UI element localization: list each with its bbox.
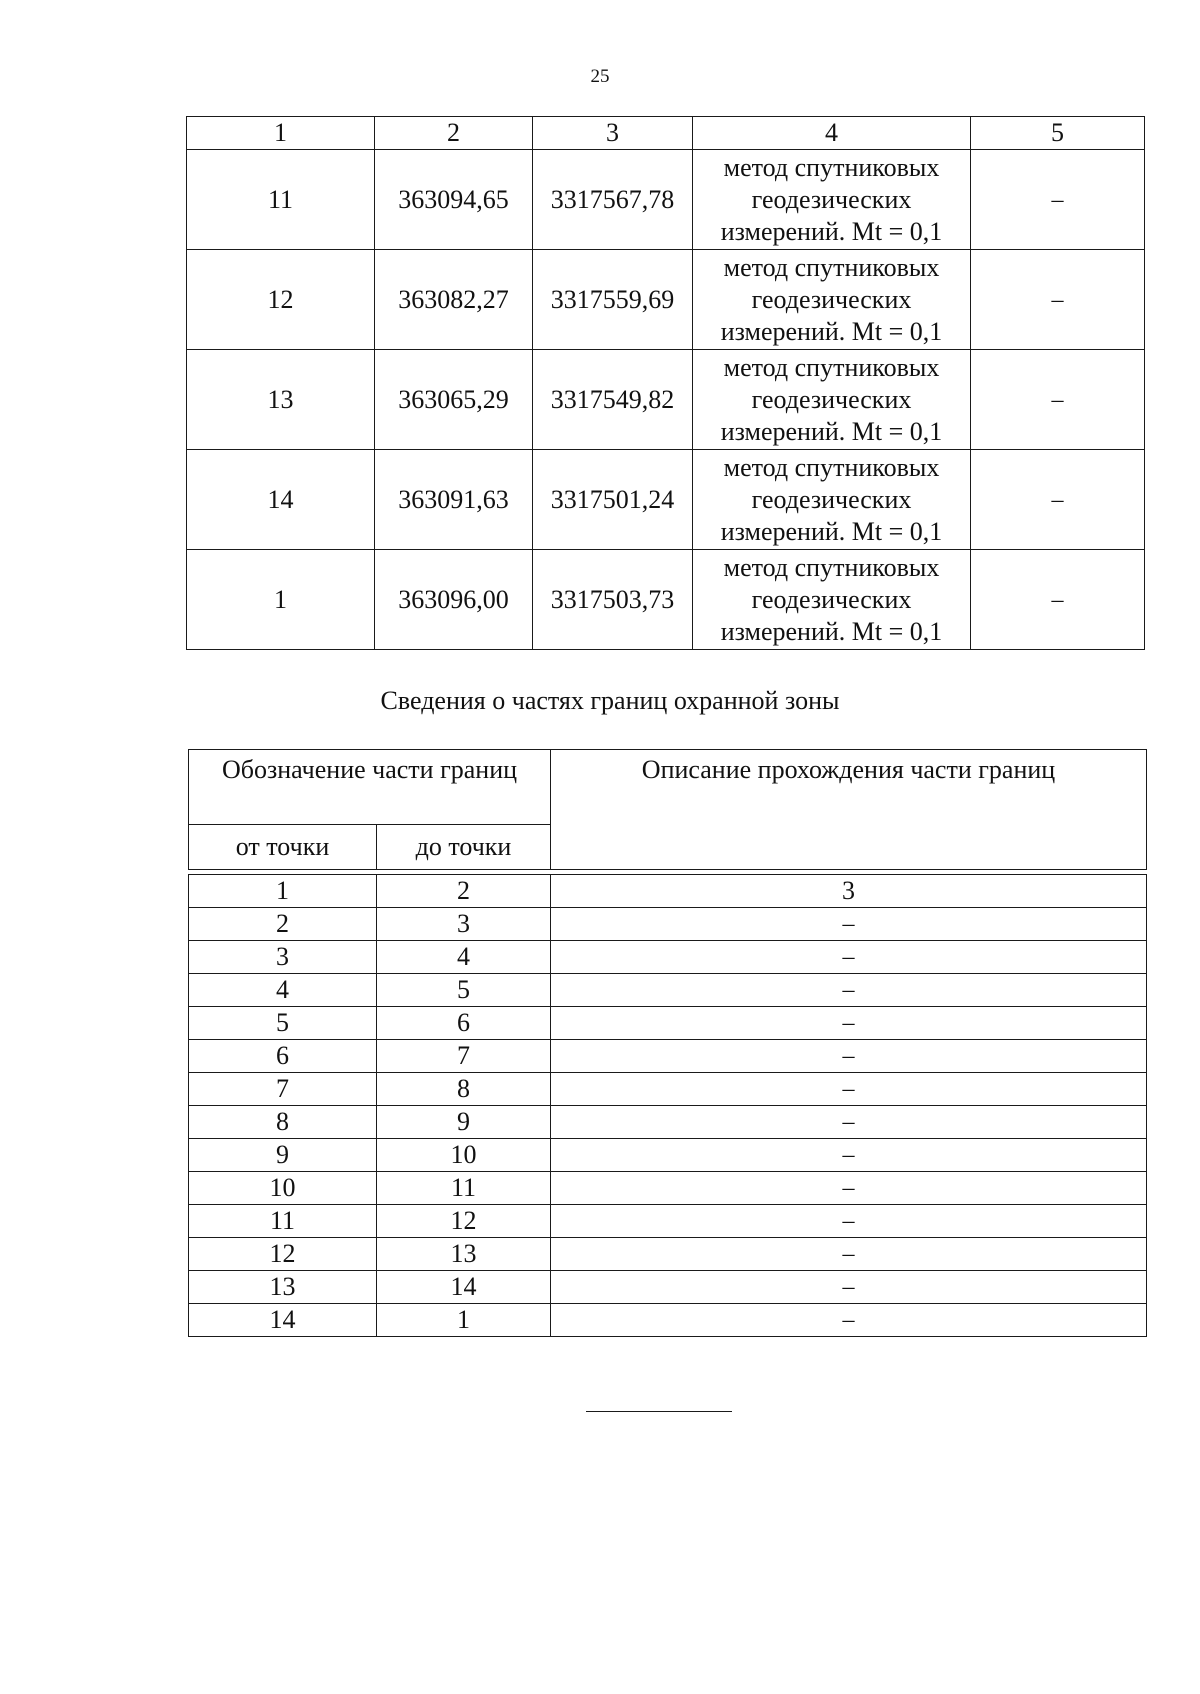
from-point-header: от точки <box>189 825 377 870</box>
table-row <box>187 450 1145 550</box>
method-cell <box>693 150 971 250</box>
method-line: геодезических <box>751 484 912 514</box>
header-cell: 4 <box>693 117 971 150</box>
x-coordinate-cell: 363091,63 <box>375 450 533 550</box>
y-coordinate-cell: 3317549,82 <box>533 350 693 450</box>
method-cell <box>693 450 971 550</box>
description-header: Описание прохождения части границ <box>551 750 1147 870</box>
point-number-cell: 13 <box>187 350 375 450</box>
to-point-header: до точки <box>377 825 551 870</box>
x-coordinate-cell: 363082,27 <box>375 250 533 350</box>
table-row <box>187 550 1145 650</box>
point-number-cell: 1 <box>187 550 375 650</box>
to-point-cell: 13 <box>377 1238 551 1271</box>
to-point-cell: 10 <box>377 1139 551 1172</box>
to-point-cell: 3 <box>377 908 551 941</box>
method-line: геодезических <box>751 184 912 214</box>
from-point-cell: 5 <box>189 1007 377 1040</box>
description-cell: – <box>551 1205 1147 1238</box>
from-point-cell: 10 <box>189 1172 377 1205</box>
from-point-cell: 2 <box>189 908 377 941</box>
to-point-cell: 12 <box>377 1205 551 1238</box>
point-number-cell: 14 <box>187 450 375 550</box>
header-cell: 1 <box>187 117 375 150</box>
table-row <box>189 974 1147 1007</box>
to-point-cell: 7 <box>377 1040 551 1073</box>
y-coordinate-cell: 3317503,73 <box>533 550 693 650</box>
table-row <box>189 1205 1147 1238</box>
description-cell: – <box>551 1172 1147 1205</box>
description-cell: – <box>551 1238 1147 1271</box>
description-cell: – <box>551 1304 1147 1337</box>
note-cell: – <box>971 550 1145 650</box>
boundary-parts-table <box>188 749 1147 1337</box>
table-row <box>189 1073 1147 1106</box>
from-point-cell: 11 <box>189 1205 377 1238</box>
table-row <box>189 1106 1147 1139</box>
x-coordinate-cell: 363096,00 <box>375 550 533 650</box>
to-point-cell: 4 <box>377 941 551 974</box>
y-coordinate-cell: 3317501,24 <box>533 450 693 550</box>
column-number-cell: 1 <box>189 875 377 908</box>
from-point-cell: 12 <box>189 1238 377 1271</box>
table-row <box>187 250 1145 350</box>
method-line: метод спутниковых <box>723 152 940 182</box>
table-row <box>189 1304 1147 1337</box>
column-number-cell: 2 <box>377 875 551 908</box>
method-cell <box>693 350 971 450</box>
method-line: измерений. Mt = 0,1 <box>720 416 943 446</box>
description-cell: – <box>551 1073 1147 1106</box>
table-row <box>189 1271 1147 1304</box>
method-line: геодезических <box>751 584 912 614</box>
from-point-cell: 4 <box>189 974 377 1007</box>
description-cell: – <box>551 941 1147 974</box>
table-row <box>189 1040 1147 1073</box>
x-coordinate-cell: 363065,29 <box>375 350 533 450</box>
to-point-cell: 5 <box>377 974 551 1007</box>
method-line: измерений. Mt = 0,1 <box>720 316 943 346</box>
method-cell <box>693 550 971 650</box>
table-row <box>189 908 1147 941</box>
method-line: метод спутниковых <box>723 552 940 582</box>
description-cell: – <box>551 1040 1147 1073</box>
column-number-row <box>189 875 1147 908</box>
header-cell: 3 <box>533 117 693 150</box>
column-number-cell: 3 <box>551 875 1147 908</box>
coordinates-table <box>186 116 1145 650</box>
method-line: измерений. Mt = 0,1 <box>720 516 943 546</box>
description-cell: – <box>551 908 1147 941</box>
method-line: измерений. Mt = 0,1 <box>720 616 943 646</box>
table-row <box>187 150 1145 250</box>
page-number: 25 <box>590 66 610 87</box>
method-cell <box>693 250 971 350</box>
description-cell: – <box>551 1271 1147 1304</box>
end-of-document-rule <box>586 1411 732 1412</box>
x-coordinate-cell: 363094,65 <box>375 150 533 250</box>
point-number-cell: 11 <box>187 150 375 250</box>
to-point-cell: 8 <box>377 1073 551 1106</box>
from-point-cell: 14 <box>189 1304 377 1337</box>
table-row <box>187 350 1145 450</box>
method-line: геодезических <box>751 284 912 314</box>
coordinates-header-row <box>187 117 1145 150</box>
header-cell: 5 <box>971 117 1145 150</box>
method-line: метод спутниковых <box>723 352 940 382</box>
table-row <box>189 1007 1147 1040</box>
to-point-cell: 11 <box>377 1172 551 1205</box>
parts-header-row <box>189 750 1147 825</box>
to-point-cell: 9 <box>377 1106 551 1139</box>
note-cell: – <box>971 450 1145 550</box>
y-coordinate-cell: 3317567,78 <box>533 150 693 250</box>
note-cell: – <box>971 350 1145 450</box>
table-row <box>189 1172 1147 1205</box>
note-cell: – <box>971 250 1145 350</box>
description-cell: – <box>551 974 1147 1007</box>
method-line: геодезических <box>751 384 912 414</box>
from-point-cell: 6 <box>189 1040 377 1073</box>
y-coordinate-cell: 3317559,69 <box>533 250 693 350</box>
designation-header: Обозначение части границ <box>189 750 551 825</box>
table-row <box>189 941 1147 974</box>
description-cell: – <box>551 1139 1147 1172</box>
to-point-cell: 1 <box>377 1304 551 1337</box>
header-cell: 2 <box>375 117 533 150</box>
from-point-cell: 3 <box>189 941 377 974</box>
method-line: измерений. Mt = 0,1 <box>720 216 943 246</box>
section-title: Сведения о частях границ охранной зоны <box>380 686 840 715</box>
method-line: метод спутниковых <box>723 452 940 482</box>
note-cell: – <box>971 150 1145 250</box>
description-cell: – <box>551 1007 1147 1040</box>
to-point-cell: 6 <box>377 1007 551 1040</box>
table-row <box>189 1139 1147 1172</box>
from-point-cell: 9 <box>189 1139 377 1172</box>
from-point-cell: 8 <box>189 1106 377 1139</box>
table-row <box>189 1238 1147 1271</box>
from-point-cell: 13 <box>189 1271 377 1304</box>
point-number-cell: 12 <box>187 250 375 350</box>
from-point-cell: 7 <box>189 1073 377 1106</box>
to-point-cell: 14 <box>377 1271 551 1304</box>
description-cell: – <box>551 1106 1147 1139</box>
method-line: метод спутниковых <box>723 252 940 282</box>
